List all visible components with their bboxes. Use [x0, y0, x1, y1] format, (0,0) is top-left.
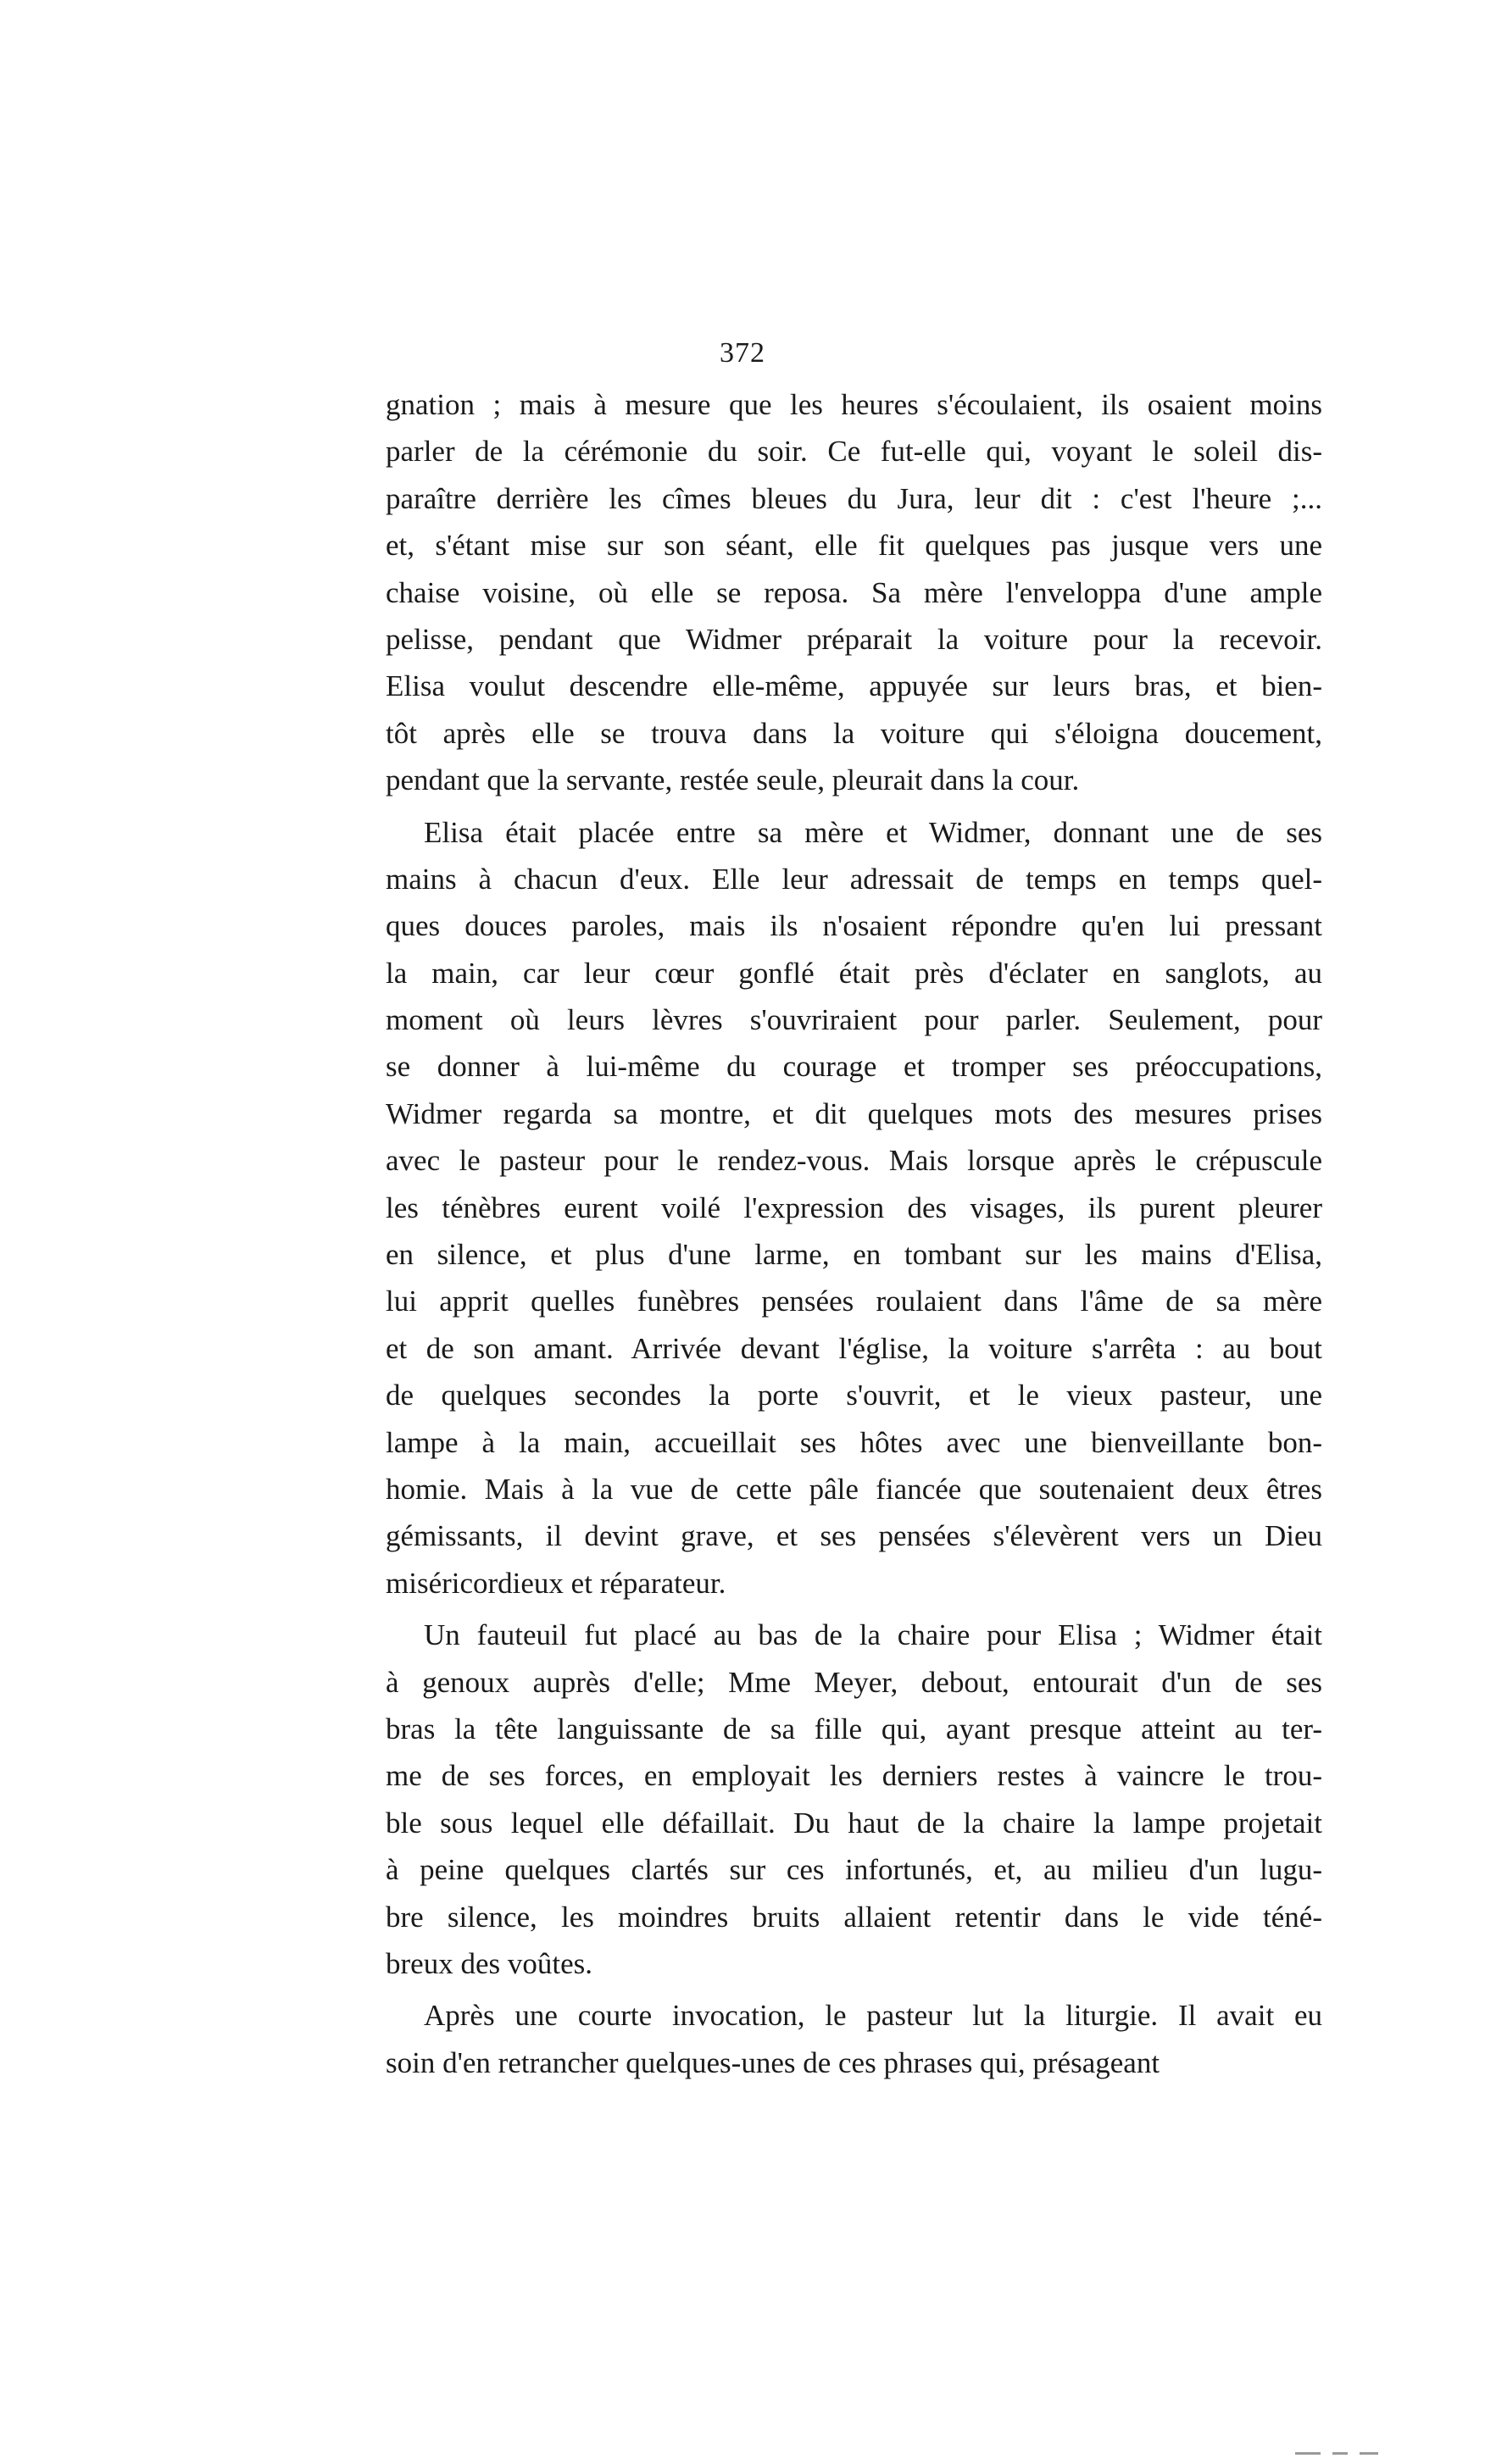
text-line: miséricordieux et réparateur.	[386, 1566, 726, 1600]
paragraph	[386, 1612, 1322, 1987]
body-text	[386, 381, 1322, 2086]
text-line: gnation ; mais à mesure que les heures s'écoulaient, ils osaient moins	[386, 388, 1322, 421]
page-number: 372	[720, 337, 765, 369]
paragraph	[386, 1992, 1322, 2086]
text-line: gémissants, il devint grave, et ses pensées s'élevèrent vers un Dieu	[386, 1519, 1322, 1553]
text-line: lampe à la main, accueillait ses hôtes avec une bienveillante bon-	[386, 1425, 1322, 1459]
text-line: ble sous lequel elle défaillait. Du haut de la chaire la lampe projetait	[386, 1806, 1322, 1840]
text-line: les ténèbres eurent voilé l'expression des visages, ils purent pleurer	[386, 1190, 1322, 1224]
text-line: breux des voûtes.	[386, 1946, 592, 1980]
text-line: moment où leurs lèvres s'ouvriraient pour parler. Seulement, pour	[386, 1003, 1322, 1037]
text-line: pelisse, pendant que Widmer préparait la voiture pour la recevoir.	[386, 622, 1322, 656]
text-line: parler de la cérémonie du soir. Ce fut-elle qui, voyant le soleil dis-	[386, 435, 1322, 469]
text-line: ques douces paroles, mais ils n'osaient répondre qu'en lui pressant	[386, 909, 1322, 943]
text-line: bras la tête languissante de sa fille qui, ayant presque atteint au ter-	[386, 1712, 1322, 1745]
text-line: et, s'étant mise sur son séant, elle fit quelques pas jusque vers une	[386, 529, 1322, 563]
text-line: de quelques secondes la porte s'ouvrit, et le vieux pasteur, une	[386, 1379, 1322, 1412]
text-line: tôt après elle se trouva dans la voiture qui s'éloigna doucement,	[386, 716, 1322, 750]
text-line: chaise voisine, où elle se reposa. Sa mère l'enveloppa d'une ample	[386, 575, 1322, 609]
text-line: Après une courte invocation, le pasteur lut la liturgie. Il avait eu	[424, 1999, 1322, 2033]
text-line: Widmer regarda sa montre, et dit quelques mots des mesures prises	[386, 1096, 1322, 1130]
page-edge-ornament	[1295, 2444, 1414, 2447]
text-line: Elisa voulut descendre elle-même, appuyée sur leurs bras, et bien-	[386, 669, 1322, 703]
text-line: paraître derrière les cîmes bleues du Jura, leur dit : c'est l'heure ;...	[386, 481, 1322, 515]
paragraph	[386, 809, 1322, 1607]
text-line: mains à chacun d'eux. Elle leur adressait de temps en temps quel-	[386, 862, 1322, 896]
text-line: à peine quelques clartés sur ces infortunés, et, au milieu d'un lugu-	[386, 1853, 1322, 1887]
text-line: homie. Mais à la vue de cette pâle fiancée que soutenaient deux êtres	[386, 1472, 1322, 1506]
text-line: la main, car leur cœur gonflé était près d'éclater en sanglots, au	[386, 956, 1322, 990]
text-line: Elisa était placée entre sa mère et Widmer, donnant une de ses	[424, 815, 1322, 849]
text-line: me de ses forces, en employait les derniers restes à vaincre le trou-	[386, 1759, 1322, 1793]
text-line: Un fauteuil fut placé au bas de la chaire pour Elisa ; Widmer était	[424, 1618, 1322, 1652]
text-line: soin d'en retrancher quelques-unes de ces phrases qui, présageant	[386, 2045, 1160, 2079]
text-line: bre silence, les moindres bruits allaient retentir dans le vide téné-	[386, 1900, 1322, 1934]
paragraph	[386, 381, 1322, 804]
text-line: à genoux auprès d'elle; Mme Meyer, debout, entourait d'un de ses	[386, 1665, 1322, 1699]
text-line: lui apprit quelles funèbres pensées roulaient dans l'âme de sa mère	[386, 1285, 1322, 1318]
text-line: se donner à lui-même du courage et tromper ses préoccupations,	[386, 1050, 1322, 1084]
text-line: pendant que la servante, restée seule, pleurait dans la cour.	[386, 763, 1080, 797]
text-line: avec le pasteur pour le rendez-vous. Mais lorsque après le crépuscule	[386, 1144, 1322, 1178]
text-line: et de son amant. Arrivée devant l'église, la voiture s'arrêta : au bout	[386, 1331, 1322, 1365]
text-line: en silence, et plus d'une larme, en tombant sur les mains d'Elisa,	[386, 1238, 1322, 1272]
